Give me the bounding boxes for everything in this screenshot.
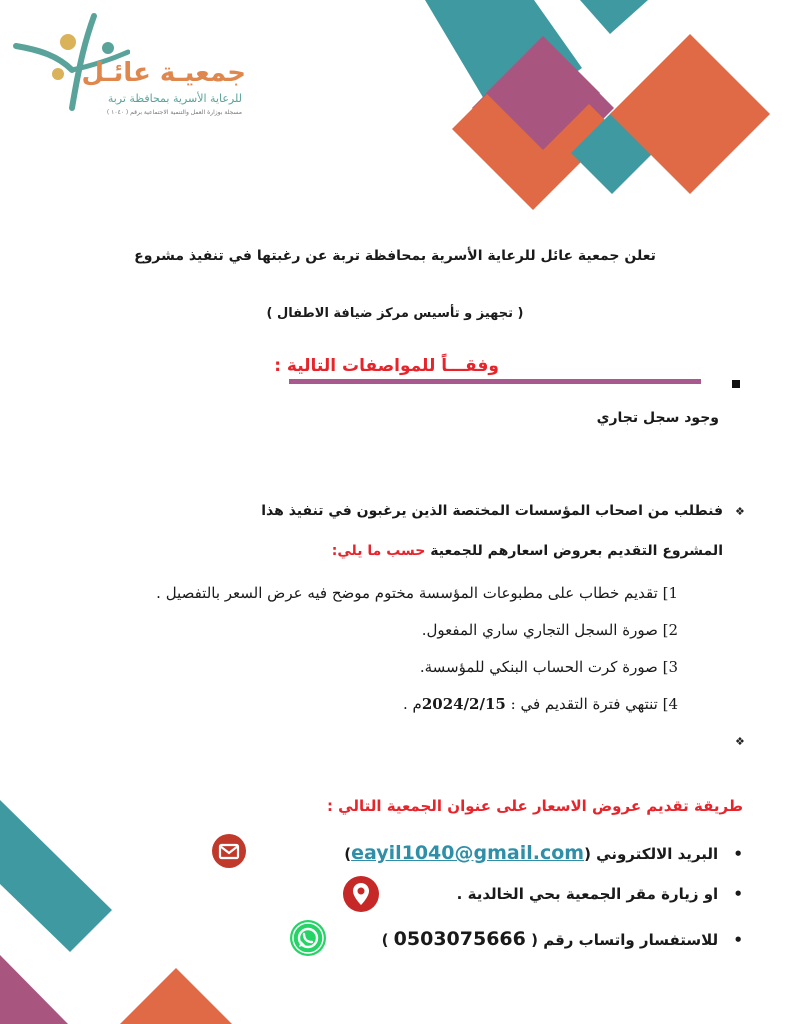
paren-close: ) [381, 931, 389, 949]
logo-subtitle: للرعاية الأسرية بمحافظة تربة [107, 92, 242, 105]
request-line-2-text: المشروع التقديم بعروض اسعارهم للجمعية [430, 543, 723, 559]
paren-open: ( [531, 931, 538, 949]
requirement-item-2 [422, 621, 678, 639]
email-link[interactable]: eayil1040@gmail.com [351, 842, 585, 864]
request-line-2 [332, 543, 723, 559]
requirement-suffix: م . [403, 695, 422, 713]
logo-name: جمعيـة عائـل [81, 58, 246, 88]
bullet: • [733, 885, 743, 903]
requirement-item-3 [420, 658, 678, 676]
announcement-line-1: تعلن جمعية عائل للرعاية الأسرية بمحافظة تربة عن رغبتها في تنفيذ مشروع [134, 248, 656, 264]
whatsapp-icon [290, 920, 326, 956]
requirement-text: صورة السجل التجاري ساري المفعول. [421, 621, 658, 639]
diamond-bullet: ❖ [735, 505, 745, 518]
requirement-number: 2] [662, 621, 678, 639]
whatsapp-label: للاستفسار واتساب رقم [543, 931, 719, 949]
requirement-number: 1] [662, 584, 678, 602]
specs-heading: وفقـــاً للمواصفات التالية : [274, 356, 499, 376]
requirement-text: تنتهي فترة التقديم في : [510, 695, 658, 713]
bullet: • [733, 931, 743, 949]
paren-open: ( [584, 845, 591, 863]
requirement-number: 3] [662, 658, 678, 676]
paren-close: ) [344, 845, 352, 863]
email-icon [212, 834, 246, 868]
diamond-bullet-empty: ❖ [735, 735, 745, 748]
logo [10, 8, 250, 120]
request-line-1: فنطلب من اصحاب المؤسسات المختصة الذين يرغبون في تنفيذ هذا [261, 503, 723, 519]
email-label: البريد الالكتروني [596, 845, 719, 863]
requirement-text: تقديم خطاب على مطبوعات المؤسسة مختوم موضح فيه عرض السعر بالتفصيل . [156, 584, 658, 602]
orange-shape-bottom [120, 968, 232, 1024]
contact-email-line [344, 842, 743, 864]
contact-whatsapp-line [382, 928, 743, 950]
contact-visit-line [457, 885, 743, 903]
requirement-item-1 [156, 584, 678, 602]
phone-number[interactable]: 0503075666 [393, 928, 526, 950]
logo-registration: مسجلة بوزارة العمل والتنمية الاجتماعية برقم ( ١٠٤٠ ) [106, 109, 242, 116]
bullet: • [733, 845, 743, 863]
announcement-line-2: ( تجهيز و تأسيس مركز ضيافة الاطفال ) [266, 306, 524, 321]
specs-bullet-square [732, 380, 740, 388]
location-pin-icon [343, 876, 379, 912]
requirement-number: 4] [662, 695, 678, 713]
specs-underline [289, 379, 701, 384]
request-line-2-highlight: حسب ما يلي: [331, 543, 426, 559]
teal-shape-corner [580, 0, 648, 34]
requirement-item-4 [403, 695, 678, 713]
visit-text: او زيارة مقر الجمعية بحي الخالدية . [456, 885, 719, 903]
deadline-date: 2024/2/15 [421, 695, 506, 713]
purple-shape-bottom [0, 955, 68, 1024]
specs-item: وجود سجل تجاري [596, 410, 719, 426]
method-heading: طريقة تقديم عروض الاسعار على عنوان الجمعية التالي : [326, 797, 743, 815]
requirement-text: صورة كرت الحساب البنكي للمؤسسة. [419, 658, 658, 676]
teal-shape-bottom [0, 800, 112, 952]
